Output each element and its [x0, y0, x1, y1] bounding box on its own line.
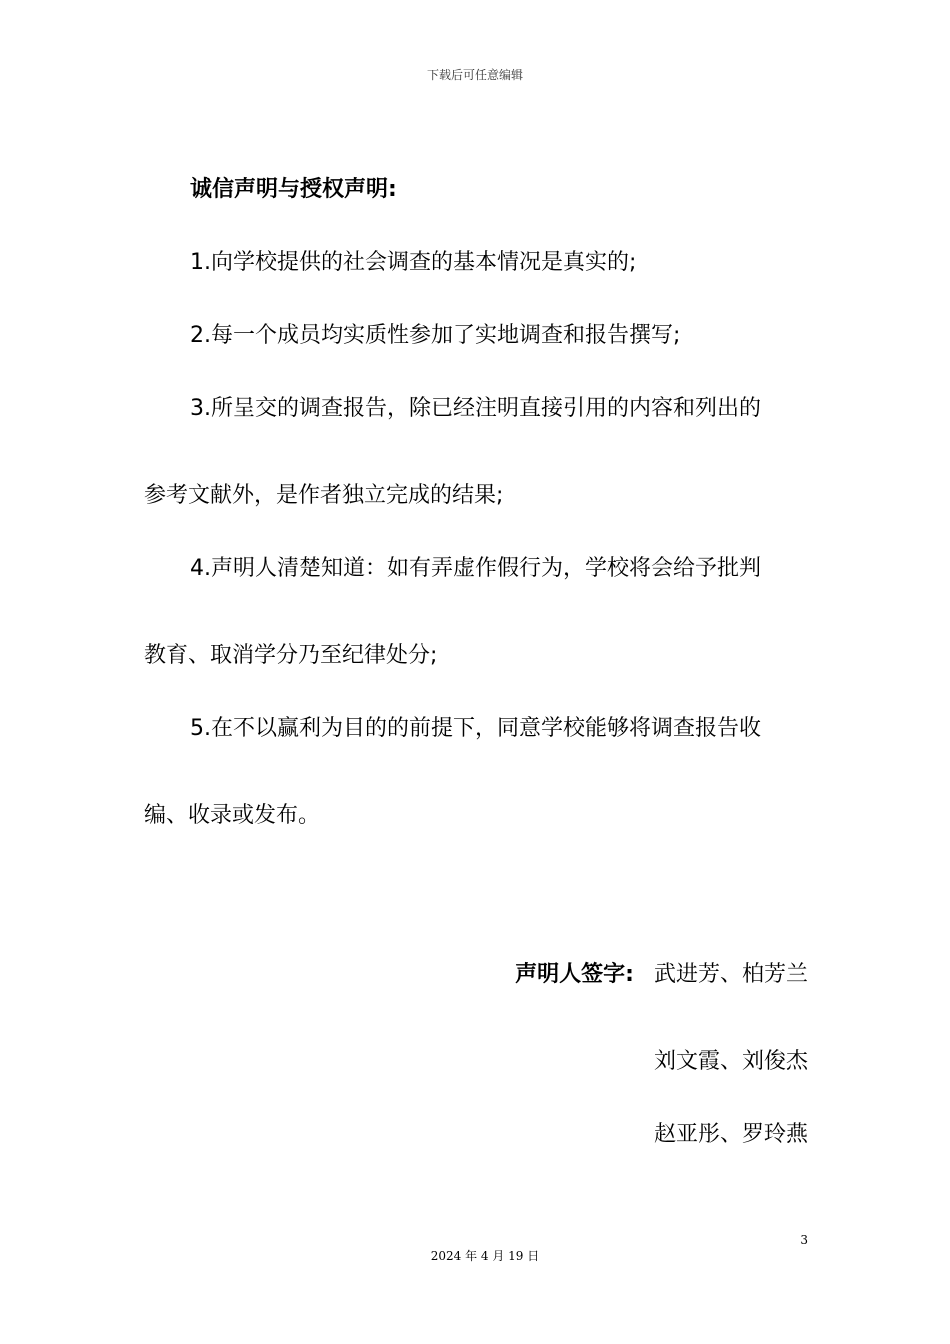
declaration-item-4: 4.声明人清楚知道：如有弄虚作假行为，学校将会给予批判 — [190, 556, 761, 581]
declaration-title: 诚信声明与授权声明: — [190, 177, 397, 202]
signature-names-3: 赵亚彤、罗玲燕 — [653, 1122, 808, 1147]
page-number: 3 — [800, 1233, 808, 1247]
declaration-item-5-continued: 编、收录或发布。 — [144, 803, 321, 828]
declaration-item-5: 5.在不以赢利为目的的前提下，同意学校能够将调查报告收 — [190, 716, 761, 741]
declaration-item-3: 3.所呈交的调查报告，除已经注明直接引用的内容和列出的 — [190, 396, 761, 421]
declaration-item-2: 2.每一个成员均实质性参加了实地调查和报告撰写; — [190, 323, 681, 348]
signature-row-1 — [515, 960, 808, 990]
declaration-item-4-continued: 教育、取消学分乃至纪律处分; — [144, 643, 438, 668]
signature-label: 声明人签字: — [515, 962, 634, 987]
signature-names-1: 武进芳、柏芳兰 — [653, 962, 808, 987]
declaration-item-1: 1.向学校提供的社会调查的基本情况是真实的; — [190, 250, 637, 275]
declaration-item-3-continued: 参考文献外，是作者独立完成的结果; — [144, 483, 504, 508]
header-note: 下载后可任意编辑 — [426, 68, 523, 82]
footer-date: 2024 年 4 月 19 日 — [430, 1249, 540, 1263]
signature-names-2: 刘文霞、刘俊杰 — [653, 1049, 808, 1074]
